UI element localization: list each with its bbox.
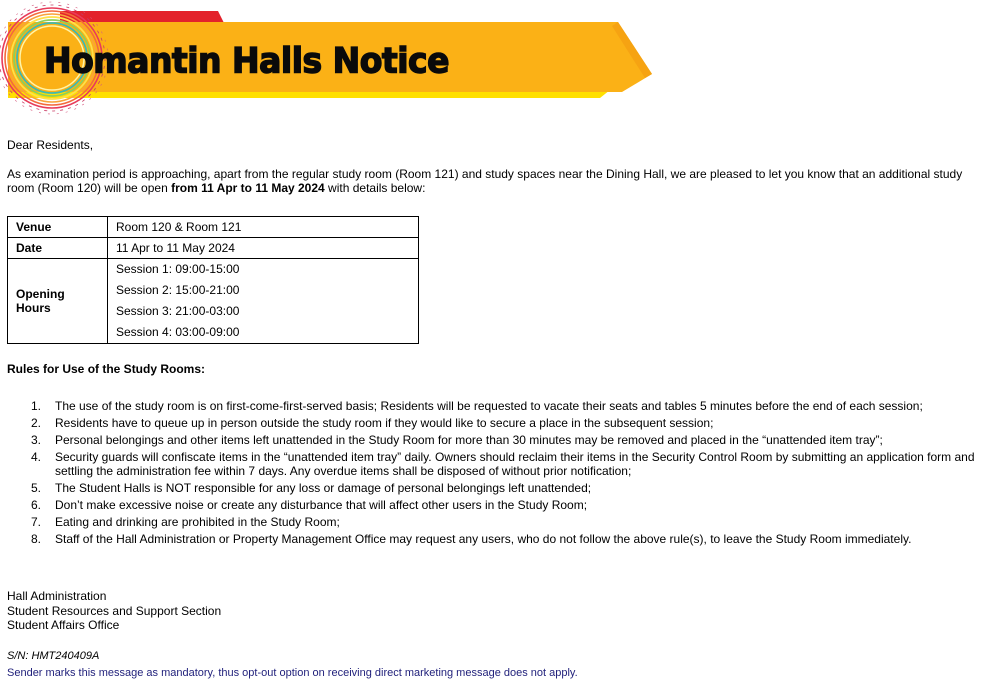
marketing-disclaimer: Sender marks this message as mandatory, thus opt-out option on receiving direct marketing message does not apply. — [7, 667, 578, 679]
rule-text: Staff of the Hall Administration or Property Management Office may request any users, who do not follow the above rule(s), to leave the Study Room immediately. — [55, 532, 912, 546]
rule-item — [0, 498, 975, 512]
session-2: Session 2: 15:00-21:00 — [116, 283, 240, 297]
signature-line-hall-admin: Hall Administration — [7, 589, 107, 603]
rule-text: The use of the study room is on first-come-first-served basis; Residents will be requested to vacate their seats and tables 5 minutes before the end of each session; — [55, 399, 923, 413]
opening-hours-label — [8, 259, 108, 344]
intro-paragraph — [7, 167, 975, 195]
rule-text: Personal belongings and other items left unattended in the Study Room for more than 30 minutes may be removed and placed in the “unattended item tray”; — [55, 433, 883, 447]
rule-item — [0, 450, 975, 478]
session-1: Session 1: 09:00-15:00 — [116, 262, 240, 276]
venue-value: Room 120 & Room 121 — [108, 217, 419, 238]
rule-item — [0, 481, 975, 495]
notice-banner — [0, 0, 660, 120]
rule-item — [0, 433, 975, 447]
rule-number: 7. — [31, 515, 42, 529]
signature-line-office: Student Affairs Office — [7, 618, 120, 632]
serial-number: S/N: HMT240409A — [7, 650, 100, 662]
rule-text: Don’t make excessive noise or create any disturbance that will affect other users in the Study Room; — [55, 498, 588, 512]
rule-number: 1. — [31, 399, 42, 413]
table-row-opening-hours — [8, 259, 419, 344]
venue-label: Venue — [8, 217, 108, 238]
rules-heading: Rules for Use of the Study Rooms: — [7, 362, 206, 376]
signature-line-section: Student Resources and Support Section — [7, 603, 222, 618]
rule-item — [0, 416, 975, 430]
rule-number: 5. — [31, 481, 42, 495]
rule-item — [0, 515, 975, 529]
session-4: Session 4: 03:00-09:00 — [116, 325, 240, 339]
rules-list — [0, 399, 981, 549]
date-label: Date — [8, 238, 108, 259]
intro-date-range: from 11 Apr to 11 May 2024 — [171, 181, 325, 195]
intro-text-before: As examination period is approaching, apart from the regular study room (Room 121) and study spaces near the Dining Hall, we are pleased to let you know that an additional study room (Room 120) will be open — [7, 167, 963, 195]
intro-text-after: with details below: — [324, 181, 426, 195]
rule-number: 3. — [31, 433, 42, 447]
session-3: Session 3: 21:00-03:00 — [116, 304, 240, 318]
signature-block — [7, 589, 221, 633]
rule-text: Residents have to queue up in person outside the study room if they would like to secure a place in the subsequent session; — [55, 416, 714, 430]
details-table — [7, 216, 419, 344]
date-value: 11 Apr to 11 May 2024 — [108, 238, 419, 259]
rule-item — [0, 532, 975, 546]
opening-hours-label-line1: Opening — [16, 287, 65, 301]
rule-text: Security guards will confiscate items in the “unattended item tray” daily. Owners should reclaim their items in the Security Control Room by submitting an application form and settling the administration fee within 7 days. Any overdue items shall be disposed of without prior notification; — [55, 450, 975, 478]
rule-number: 2. — [31, 416, 42, 430]
rule-text: Eating and drinking are prohibited in the Study Room; — [55, 515, 340, 529]
rule-number: 4. — [31, 450, 42, 464]
table-row-date — [8, 238, 419, 259]
rule-item — [0, 399, 975, 413]
rule-text: The Student Halls is NOT responsible for any loss or damage of personal belongings left unattended; — [55, 481, 592, 495]
rule-number: 6. — [31, 498, 42, 512]
banner-title: Homantin Halls Notice — [44, 40, 449, 81]
greeting: Dear Residents, — [7, 138, 94, 152]
table-row-venue — [8, 217, 419, 238]
opening-hours-label-line2: Hours — [16, 301, 51, 315]
rule-number: 8. — [31, 532, 42, 546]
opening-hours-sessions — [108, 259, 419, 344]
